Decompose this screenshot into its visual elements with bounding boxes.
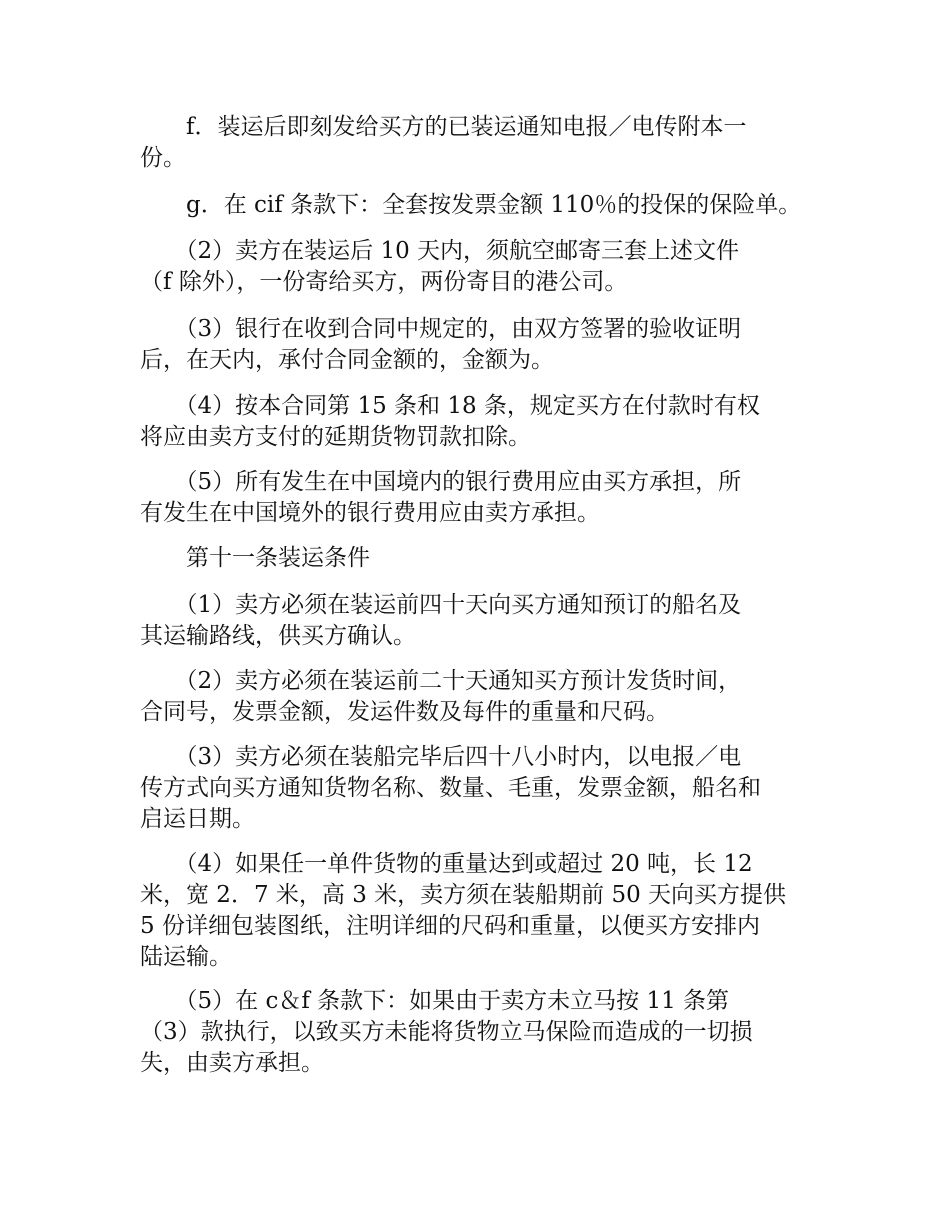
paragraph-f-shipping-notice: [140, 112, 820, 174]
paragraph-5-bank-charges: [140, 467, 820, 529]
text-line: 有发生在中国境外的银行费用应由卖方承担。: [140, 500, 600, 526]
paragraph-3-bank-acceptance: [140, 314, 820, 376]
text-line: 第十一条装运条件: [140, 545, 370, 571]
paragraph-4-heavy-cargo: [140, 849, 820, 973]
text-line: （5）在 c＆f 条款下：如果由于卖方未立马按 11 条第: [140, 988, 730, 1014]
text-line: 米，宽 2．7 米，高 3 米，卖方须在装船期前 50 天向买方提供: [140, 882, 787, 908]
text-line: （4）按本合同第 15 条和 18 条，规定买方在付款时有权: [140, 393, 760, 419]
text-line: 启运日期。: [140, 806, 255, 832]
text-line: （2）卖方在装运后 10 天内，须航空邮寄三套上述文件: [140, 238, 740, 264]
text-line: （3）款执行，以致买方未能将货物立马保险而造成的一切损: [140, 1019, 753, 1045]
text-line: （1）卖方必须在装运前四十天向买方通知预订的船名及: [140, 592, 742, 618]
section-heading-article-11: [140, 543, 820, 574]
text-line: （f 除外），一份寄给买方，两份寄目的港公司。: [140, 269, 628, 295]
text-line: 将应由卖方支付的延期货物罚款扣除。: [140, 424, 531, 450]
paragraph-5-cf-terms: [140, 986, 820, 1079]
text-line: （3）卖方必须在装船完毕后四十八小时内，以电报／电: [140, 744, 742, 770]
text-line: f．装运后即刻发给买方的已装运通知电报／电传附本一: [140, 114, 747, 140]
paragraph-2-delivery-notice: [140, 666, 820, 728]
paragraph-3-loading-notice: [140, 742, 820, 835]
paragraph-2-documents-mailing: [140, 236, 820, 298]
text-line: （3）银行在收到合同中规定的，由双方签署的验收证明: [140, 316, 742, 342]
text-line: 份。: [140, 145, 186, 171]
text-line: 失，由卖方承担。: [140, 1050, 324, 1076]
paragraph-1-vessel-notice: [140, 590, 820, 652]
text-line: 传方式向买方通知货物名称、数量、毛重，发票金额，船名和: [140, 775, 761, 801]
text-line: （4）如果任一单件货物的重量达到或超过 20 吨，长 12: [140, 851, 753, 877]
text-line: 5 份详细包装图纸，注明详细的尺码和重量，以便买方安排内: [140, 913, 760, 939]
text-line: （2）卖方必须在装运前二十天通知买方预计发货时间，: [140, 668, 742, 694]
paragraph-g-insurance-policy: [140, 190, 820, 221]
text-line: g．在 cif 条款下：全套按发票金额 110％的投保的保险单。: [140, 192, 802, 218]
paragraph-4-penalty-deduction: [140, 391, 820, 453]
text-line: 其运输路线，供买方确认。: [140, 623, 416, 649]
text-line: （5）所有发生在中国境内的银行费用应由买方承担，所: [140, 469, 742, 495]
text-line: 陆运输。: [140, 944, 232, 970]
text-line: 合同号，发票金额，发运件数及每件的重量和尺码。: [140, 699, 669, 725]
text-line: 后，在天内，承付合同金额的，金额为。: [140, 347, 554, 373]
